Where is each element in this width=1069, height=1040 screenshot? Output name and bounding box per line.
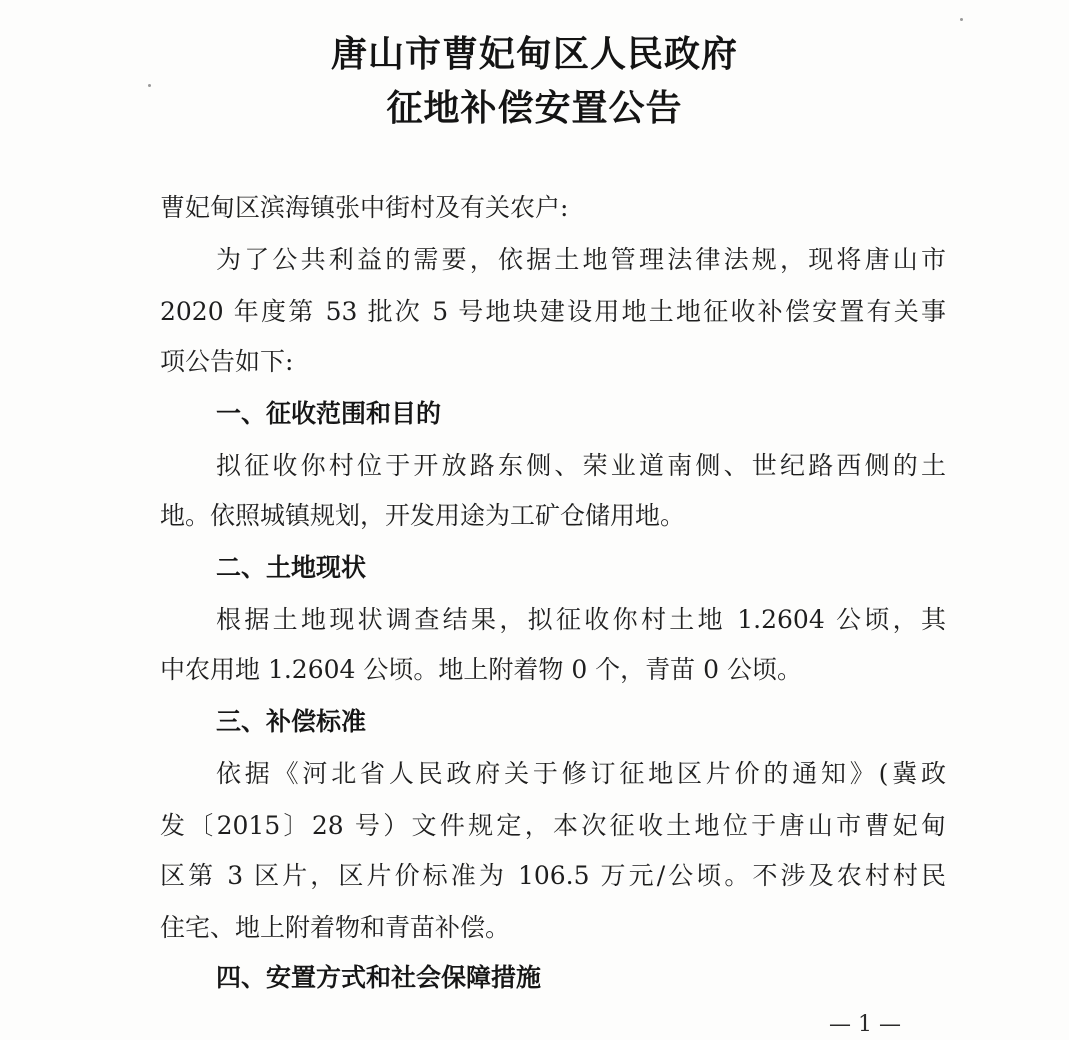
document-title-line-1: 唐山市曹妃甸区人民政府 [330,33,738,75]
scan-speck [960,18,963,21]
section-2-line-1: 根据土地现状调查结果，拟征收你村土地 1.2604 公顷，其 [216,605,946,634]
section-3-heading: 三、补偿标准 [216,707,367,736]
section-1-line-2: 地。依照城镇规划，开发用途为工矿仓储用地。 [160,501,686,530]
section-2-line-2: 中农用地 1.2604 公顷。地上附着物 0 个，青苗 0 公顷。 [160,655,802,684]
section-3-line-4: 住宅、地上附着物和青苗补偿。 [160,913,511,942]
section-3-line-1: 依据《河北省人民政府关于修订征地区片价的通知》(冀政 [216,759,946,788]
section-2-heading: 二、土地现状 [216,553,367,582]
salutation: 曹妃甸区滨海镇张中街村及有关农户: [160,193,569,222]
section-4-heading: 四、安置方式和社会保障措施 [216,963,542,992]
intro-line-2: 2020 年度第 53 批次 5 号地块建设用地土地征收补偿安置有关事 [160,297,946,326]
section-1-heading: 一、征收范围和目的 [216,399,442,428]
document-title-line-2: 征地补偿安置公告 [386,87,683,129]
section-1-line-1: 拟征收你村位于开放路东侧、荣业道南侧、世纪路西侧的土 [216,451,946,480]
intro-line-3: 项公告如下: [160,347,294,376]
section-3-line-2: 发〔2015〕28 号）文件规定，本次征收土地位于唐山市曹妃甸 [160,811,946,840]
section-3-line-3: 区第 3 区片，区片价标准为 106.5 万元/公顷。不涉及农村村民 [160,861,946,890]
intro-line-1: 为了公共利益的需要，依据土地管理法律法规，现将唐山市 [216,245,946,274]
page-number: — 1 — [829,1012,901,1037]
